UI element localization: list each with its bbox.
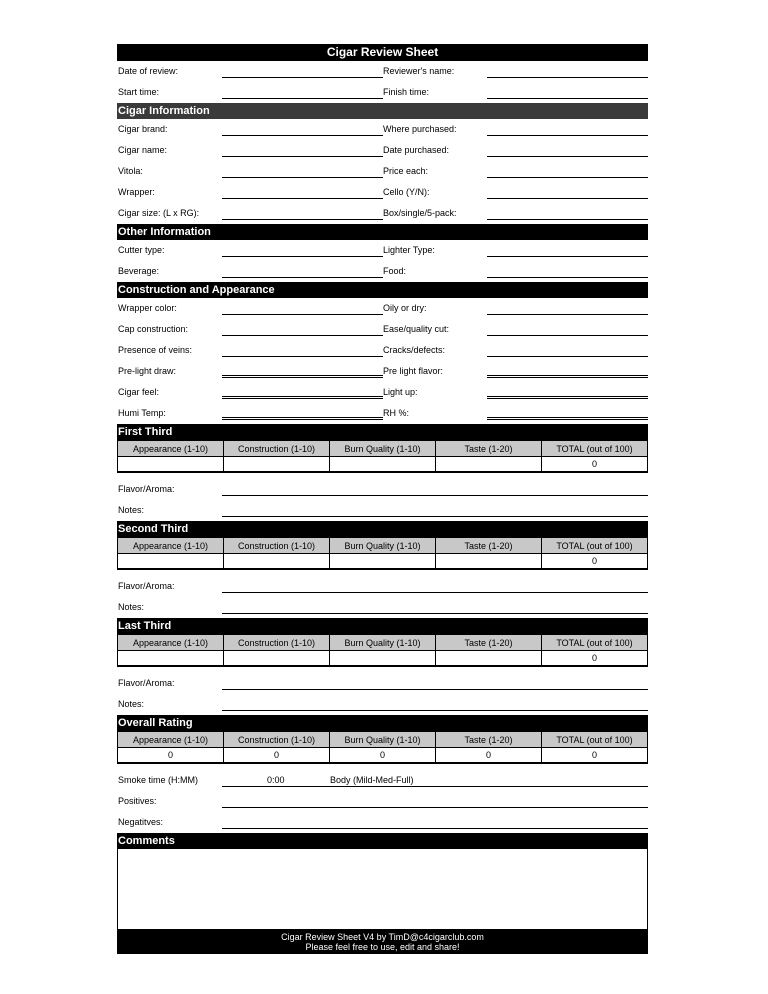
score-table-first-third xyxy=(117,440,648,473)
field-label: Ease/quality cut: xyxy=(383,324,450,334)
form-row xyxy=(117,340,648,361)
field-label: Negatitves: xyxy=(118,817,164,827)
field-label: Humi Temp: xyxy=(118,408,166,418)
box-single-pack-field[interactable] xyxy=(487,219,648,220)
positives-field[interactable] xyxy=(222,807,648,808)
where-purchased-field[interactable] xyxy=(487,135,648,136)
form-row xyxy=(117,203,648,224)
column-header: TOTAL (out of 100) xyxy=(542,635,648,651)
form-row xyxy=(117,161,648,182)
field-label: Flavor/Aroma: xyxy=(118,581,175,591)
field-label: RH %: xyxy=(383,408,410,418)
burn-quality-score-cell[interactable] xyxy=(330,457,436,473)
section-heading-cigar-info: Cigar Information xyxy=(117,103,648,119)
field-label: Notes: xyxy=(118,699,145,709)
light-up-field[interactable] xyxy=(487,396,648,399)
review-sheet xyxy=(117,44,648,954)
lighter-type-field[interactable] xyxy=(487,256,648,257)
column-header: Taste (1-20) xyxy=(436,732,542,748)
taste-score-cell[interactable] xyxy=(436,554,542,570)
form-row xyxy=(117,694,648,715)
column-header: Taste (1-20) xyxy=(436,635,542,651)
construction-score-cell[interactable] xyxy=(224,554,330,570)
field-label: Where purchased: xyxy=(383,124,457,134)
total-score-cell: 0 xyxy=(542,651,648,667)
smoke-time-value: 0:00 xyxy=(267,775,285,785)
column-header: Burn Quality (1-10) xyxy=(330,732,436,748)
column-header: Burn Quality (1-10) xyxy=(330,441,436,457)
column-header: Burn Quality (1-10) xyxy=(330,635,436,651)
field-label: Body (Mild-Med-Full) xyxy=(330,775,414,785)
wrapper-field[interactable] xyxy=(222,198,383,199)
presence-of-veins-field[interactable] xyxy=(222,356,383,357)
field-label: Box/single/5-pack: xyxy=(383,208,457,218)
sheet-title: Cigar Review Sheet xyxy=(117,44,648,61)
column-header: Appearance (1-10) xyxy=(118,732,224,748)
form-row xyxy=(117,319,648,340)
flavor-aroma-field[interactable] xyxy=(222,592,648,593)
form-row xyxy=(117,382,648,403)
start-time-field[interactable] xyxy=(222,98,383,99)
field-label: Beverage: xyxy=(118,266,160,276)
appearance-score-cell[interactable] xyxy=(118,554,224,570)
price-each-field[interactable] xyxy=(487,177,648,178)
cigar-size-field[interactable] xyxy=(222,219,383,220)
column-header: TOTAL (out of 100) xyxy=(542,732,648,748)
field-label: Flavor/Aroma: xyxy=(118,678,175,688)
overall-total-cell: 0 xyxy=(542,748,648,764)
field-label: Cap construction: xyxy=(118,324,189,334)
field-label: Pre light flavor: xyxy=(383,366,444,376)
burn-quality-score-cell[interactable] xyxy=(330,554,436,570)
rh-percent-field[interactable] xyxy=(487,417,648,420)
field-label: Date of review: xyxy=(118,66,179,76)
footer-note: Please feel free to use, edit and share! xyxy=(305,942,460,952)
overall-appearance-cell: 0 xyxy=(118,748,224,764)
field-label: Notes: xyxy=(118,505,145,515)
form-row xyxy=(117,140,648,161)
overall-construction-cell: 0 xyxy=(224,748,330,764)
column-header: Construction (1-10) xyxy=(224,635,330,651)
column-header: Construction (1-10) xyxy=(224,538,330,554)
reviewer-name-field[interactable] xyxy=(487,77,648,78)
pre-light-flavor-field[interactable] xyxy=(487,375,648,378)
form-row xyxy=(117,673,648,694)
form-row xyxy=(117,500,648,521)
negatives-field[interactable] xyxy=(222,828,648,829)
appearance-score-cell[interactable] xyxy=(118,457,224,473)
form-row xyxy=(117,298,648,319)
flavor-aroma-field[interactable] xyxy=(222,689,648,690)
oily-or-dry-field[interactable] xyxy=(487,314,648,315)
overall-taste-cell: 0 xyxy=(436,748,542,764)
section-heading-last-third: Last Third xyxy=(117,618,648,634)
field-label: Notes: xyxy=(118,602,145,612)
footer-credit: Cigar Review Sheet V4 by TimD@c4cigarclub.com xyxy=(281,932,484,942)
comments-textarea[interactable] xyxy=(117,849,648,930)
field-label: Reviewer's name: xyxy=(383,66,455,76)
notes-field[interactable] xyxy=(222,613,648,614)
vitola-field[interactable] xyxy=(222,177,383,178)
cap-construction-field[interactable] xyxy=(222,335,383,336)
score-table-overall xyxy=(117,731,648,764)
field-label: Vitola: xyxy=(118,166,143,176)
cigar-brand-field[interactable] xyxy=(222,135,383,136)
field-label: Oily or dry: xyxy=(383,303,427,313)
field-label: Flavor/Aroma: xyxy=(118,484,175,494)
cigar-feel-field[interactable] xyxy=(222,396,383,399)
field-label: Finish time: xyxy=(383,87,430,97)
field-label: Cigar brand: xyxy=(118,124,168,134)
humi-temp-field[interactable] xyxy=(222,417,383,420)
body-field[interactable] xyxy=(222,786,648,787)
wrapper-color-field[interactable] xyxy=(222,314,383,315)
section-heading-second-third: Second Third xyxy=(117,521,648,537)
form-row xyxy=(117,576,648,597)
date-purchased-field[interactable] xyxy=(487,156,648,157)
column-header: Taste (1-20) xyxy=(436,441,542,457)
section-heading-construction: Construction and Appearance xyxy=(117,282,648,298)
form-row xyxy=(117,403,648,424)
taste-score-cell[interactable] xyxy=(436,651,542,667)
burn-quality-score-cell[interactable] xyxy=(330,651,436,667)
field-label: Pre-light draw: xyxy=(118,366,177,376)
beverage-field[interactable] xyxy=(222,277,383,278)
field-label: Cutter type: xyxy=(118,245,165,255)
field-label: Cigar name: xyxy=(118,145,168,155)
form-row xyxy=(117,61,648,82)
section-heading-comments: Comments xyxy=(117,833,648,849)
form-row xyxy=(117,182,648,203)
pre-light-draw-field[interactable] xyxy=(222,375,383,378)
appearance-score-cell[interactable] xyxy=(118,651,224,667)
column-header: Appearance (1-10) xyxy=(118,538,224,554)
construction-score-cell[interactable] xyxy=(224,457,330,473)
notes-field[interactable] xyxy=(222,516,648,517)
field-label: Presence of veins: xyxy=(118,345,193,355)
notes-field[interactable] xyxy=(222,710,648,711)
cracks-defects-field[interactable] xyxy=(487,356,648,357)
field-label: Start time: xyxy=(118,87,160,97)
taste-score-cell[interactable] xyxy=(436,457,542,473)
overall-burn-quality-cell: 0 xyxy=(330,748,436,764)
section-heading-first-third: First Third xyxy=(117,424,648,440)
field-label: Wrapper: xyxy=(118,187,155,197)
cigar-name-field[interactable] xyxy=(222,156,383,157)
field-label: Lighter Type: xyxy=(383,245,435,255)
cutter-type-field[interactable] xyxy=(222,256,383,257)
column-header: Construction (1-10) xyxy=(224,441,330,457)
form-row xyxy=(117,812,648,833)
column-header: Taste (1-20) xyxy=(436,538,542,554)
cello-field[interactable] xyxy=(487,198,648,199)
form-row xyxy=(117,361,648,382)
field-label: Wrapper color: xyxy=(118,303,177,313)
construction-score-cell[interactable] xyxy=(224,651,330,667)
field-label: Positives: xyxy=(118,796,157,806)
total-score-cell: 0 xyxy=(542,554,648,570)
column-header: TOTAL (out of 100) xyxy=(542,538,648,554)
column-header: TOTAL (out of 100) xyxy=(542,441,648,457)
field-label: Food: xyxy=(383,266,407,276)
food-field[interactable] xyxy=(487,277,648,278)
footer xyxy=(117,930,648,954)
field-label: Cracks/defects: xyxy=(383,345,446,355)
form-row xyxy=(117,597,648,618)
field-label: Cello (Y/N): xyxy=(383,187,430,197)
score-table-second-third xyxy=(117,537,648,570)
column-header: Appearance (1-10) xyxy=(118,635,224,651)
column-header: Burn Quality (1-10) xyxy=(330,538,436,554)
form-row xyxy=(117,119,648,140)
form-row xyxy=(117,770,648,791)
ease-quality-cut-field[interactable] xyxy=(487,335,648,336)
form-row xyxy=(117,261,648,282)
date-of-review-field[interactable] xyxy=(222,77,383,78)
section-heading-other-info: Other Information xyxy=(117,224,648,240)
field-label: Smoke time (H:MM) xyxy=(118,775,199,785)
field-label: Cigar size: (L x RG): xyxy=(118,208,200,218)
column-header: Appearance (1-10) xyxy=(118,441,224,457)
form-row xyxy=(117,82,648,103)
form-row xyxy=(117,479,648,500)
finish-time-field[interactable] xyxy=(487,98,648,99)
column-header: Construction (1-10) xyxy=(224,732,330,748)
total-score-cell: 0 xyxy=(542,457,648,473)
form-row xyxy=(117,791,648,812)
score-table-last-third xyxy=(117,634,648,667)
flavor-aroma-field[interactable] xyxy=(222,495,648,496)
form-row xyxy=(117,240,648,261)
section-heading-overall-rating: Overall Rating xyxy=(117,715,648,731)
field-label: Price each: xyxy=(383,166,429,176)
field-label: Date purchased: xyxy=(383,145,450,155)
field-label: Light up: xyxy=(383,387,418,397)
field-label: Cigar feel: xyxy=(118,387,160,397)
